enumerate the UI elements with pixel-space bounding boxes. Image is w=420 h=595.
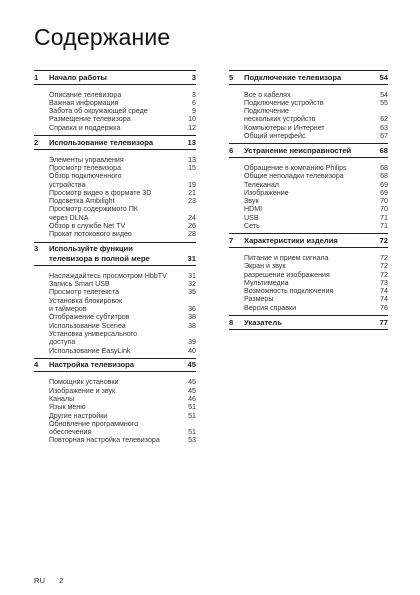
toc-entry[interactable] — [49, 272, 196, 280]
toc-section-heading[interactable] — [34, 358, 196, 373]
toc-entry[interactable] — [49, 297, 196, 314]
toc-entry-title: Запись Smart USB — [49, 280, 110, 289]
section-title: Подключение телевизора — [244, 72, 342, 82]
toc-entry-title: Размеры — [244, 295, 274, 304]
toc-entry[interactable] — [49, 313, 196, 321]
toc-entry-title: Размещение телевизора — [49, 115, 131, 124]
toc-entry-title: HDMI — [244, 205, 263, 214]
toc-entry[interactable] — [244, 222, 388, 230]
section-number: 1 — [34, 72, 39, 82]
toc-entry-page: 38 — [188, 313, 196, 322]
toc-right-column — [229, 70, 388, 330]
toc-entry-title: Общие неполадки телевизора — [244, 172, 344, 181]
toc-entry[interactable] — [244, 304, 388, 312]
section-title: Характеристики изделия — [244, 235, 338, 245]
toc-entry[interactable] — [49, 115, 196, 123]
toc-entry[interactable] — [244, 287, 388, 295]
toc-entry-title: Питание и прием сигнала — [244, 253, 329, 262]
toc-entry-page: 32 — [188, 280, 196, 289]
toc-entry-page: 68 — [380, 172, 388, 181]
toc-section — [34, 70, 196, 135]
toc-entry[interactable] — [244, 214, 388, 222]
toc-entry-list — [34, 372, 196, 447]
toc-entry-page: 54 — [380, 90, 388, 99]
toc-entry-title: Все о кабелях — [244, 90, 291, 99]
toc-entry-page: 15 — [188, 163, 196, 172]
toc-section — [229, 70, 388, 143]
toc-entry[interactable] — [49, 347, 196, 355]
toc-entry-title: Подключение устройств — [244, 98, 324, 107]
toc-entry-page: 55 — [380, 98, 388, 107]
toc-entry-title: Отображение субтитров — [49, 313, 130, 322]
toc-entry-page: 71 — [380, 213, 388, 222]
toc-entry[interactable] — [49, 124, 196, 132]
toc-section-heading[interactable] — [229, 233, 388, 248]
toc-entry-title: Установка блокировок и таймеров — [49, 296, 123, 314]
toc-entry-page: 74 — [380, 295, 388, 304]
footer-page-number: 2 — [59, 576, 64, 585]
section-title: Использование телевизора — [49, 137, 154, 147]
toc-entry[interactable] — [244, 271, 388, 279]
toc-entry-page: 70 — [380, 205, 388, 214]
toc-entry-page: 36 — [188, 305, 196, 314]
toc-entry-title: Забота об окружающей среде — [49, 107, 148, 116]
toc-entry[interactable] — [49, 288, 196, 296]
toc-entry[interactable] — [49, 164, 196, 172]
toc-entry[interactable] — [49, 378, 196, 386]
toc-entry[interactable] — [49, 172, 196, 189]
section-page-number: 13 — [187, 137, 196, 147]
toc-entry-page: 72 — [380, 253, 388, 262]
toc-entry[interactable] — [49, 230, 196, 238]
toc-entry-page: 70 — [380, 197, 388, 206]
section-number: 6 — [229, 145, 234, 155]
toc-entry-title: разрешение изображения — [244, 270, 330, 279]
section-title: Устранение неисправностей — [244, 145, 352, 155]
toc-entry-page: 10 — [188, 115, 196, 124]
toc-entry-page: 13 — [188, 155, 196, 164]
toc-entry-title: Важная информация — [49, 98, 119, 107]
toc-entry[interactable] — [49, 189, 196, 197]
toc-section-heading[interactable] — [229, 143, 388, 158]
toc-entry-title: Описание телевизора — [49, 90, 122, 99]
toc-entry[interactable] — [244, 189, 388, 197]
section-number: 4 — [34, 360, 39, 370]
toc-entry-title: Сеть — [244, 222, 260, 231]
toc-entry-title: Общий интерфейс — [244, 132, 306, 141]
toc-section — [34, 358, 196, 448]
toc-entry-page: 26 — [188, 222, 196, 231]
toc-entry-title: Установка универсального доступа — [49, 329, 138, 347]
toc-entry-page: 40 — [188, 346, 196, 355]
toc-entry-list — [34, 85, 196, 135]
toc-entry-page: 71 — [380, 222, 388, 231]
toc-entry-page: 45 — [188, 386, 196, 395]
toc-entry-page: 19 — [188, 180, 196, 189]
toc-entry[interactable] — [244, 91, 388, 99]
toc-entry-title: Обзор подключенного устройства — [49, 172, 122, 189]
page-footer — [34, 576, 75, 585]
toc-section-heading[interactable] — [229, 70, 388, 85]
toc-entry-page: 63 — [380, 123, 388, 132]
toc-entry-title: Подсветка Ambilight — [49, 197, 115, 206]
toc-entry-list — [229, 85, 388, 144]
toc-entry-title: Каналы — [49, 394, 75, 403]
toc-entry[interactable] — [49, 99, 196, 107]
toc-entry[interactable] — [244, 124, 388, 132]
toc-entry-title: Помощник установки — [49, 378, 119, 387]
toc-entry-title: Звук — [244, 197, 259, 206]
toc-entry[interactable] — [244, 132, 388, 140]
toc-entry[interactable] — [49, 222, 196, 230]
page-title: Содержание — [34, 24, 171, 50]
toc-entry[interactable] — [49, 387, 196, 395]
toc-entry-title: Просмотр телевизора — [49, 163, 122, 172]
toc-entry[interactable] — [244, 205, 388, 213]
toc-entry-page: 35 — [188, 288, 196, 297]
toc-entry-title: Компьютеры и Интернет — [244, 123, 325, 132]
toc-entry[interactable] — [244, 172, 388, 180]
section-number: 2 — [34, 137, 39, 147]
toc-entry-page: 72 — [380, 270, 388, 279]
toc-entry[interactable] — [244, 164, 388, 172]
toc-entry-page: 51 — [188, 403, 196, 412]
section-page-number: 3 — [191, 72, 196, 82]
toc-entry-title: Обращение в компанию Philips — [244, 163, 347, 172]
toc-entry-page: 39 — [188, 338, 196, 347]
toc-entry-title: Мультимедиа — [244, 278, 289, 287]
toc-entry-title: Экран и звук — [244, 262, 286, 271]
toc-entry-list — [34, 266, 196, 358]
toc-entry[interactable] — [49, 107, 196, 115]
toc-entry-page: 12 — [188, 123, 196, 132]
toc-entry-page: 6 — [192, 98, 196, 107]
toc-entry-page: 51 — [188, 428, 196, 437]
toc-entry-page: 53 — [188, 436, 196, 445]
toc-entry[interactable] — [244, 254, 388, 262]
section-title: Начало работы — [49, 72, 107, 82]
toc-section — [229, 143, 388, 233]
toc-entry[interactable] — [49, 395, 196, 403]
toc-entry-page: 38 — [188, 321, 196, 330]
toc-entry-page: 9 — [192, 107, 196, 116]
toc-entry-page: 74 — [380, 287, 388, 296]
toc-entry[interactable] — [244, 295, 388, 303]
toc-entry-page: 46 — [188, 394, 196, 403]
toc-entry-title: Элементы управления — [49, 155, 124, 164]
toc-entry[interactable] — [244, 197, 388, 205]
toc-entry-page: 24 — [188, 213, 196, 222]
toc-entry-page: 73 — [380, 278, 388, 287]
section-page-number: 68 — [379, 145, 388, 155]
toc-entry-page: 68 — [380, 163, 388, 172]
toc-entry-page: 51 — [188, 411, 196, 420]
toc-entry-title: Обзор в службе Net TV — [49, 222, 126, 231]
toc-entry-title: Прокат потокового видео — [49, 230, 132, 239]
section-page-number: 77 — [379, 317, 388, 327]
section-number: 3 — [34, 244, 39, 254]
toc-entry-title: Другие настройки — [49, 411, 108, 420]
toc-entry[interactable] — [49, 436, 196, 444]
toc-section — [34, 242, 196, 358]
section-title: Используйте функции телевизора в полной мере — [49, 244, 150, 263]
section-number: 8 — [229, 317, 234, 327]
toc-entry-list — [229, 158, 388, 233]
toc-entry-title: Телеканал — [244, 180, 279, 189]
toc-entry-page: 69 — [380, 188, 388, 197]
toc-entry-page: 21 — [188, 188, 196, 197]
toc-entry-page: 69 — [380, 180, 388, 189]
toc-entry-title: Версия справки — [244, 303, 297, 312]
toc-section-heading[interactable] — [34, 70, 196, 85]
toc-entry[interactable] — [244, 181, 388, 189]
toc-entry[interactable] — [244, 107, 388, 124]
toc-section — [229, 315, 388, 330]
toc-entry-page: 72 — [380, 262, 388, 271]
toc-entry-page: 62 — [380, 115, 388, 124]
toc-entry[interactable] — [244, 99, 388, 107]
toc-entry-title: Язык меню — [49, 403, 86, 412]
footer-language: RU — [34, 576, 45, 585]
toc-entry[interactable] — [49, 205, 196, 222]
section-page-number: 45 — [187, 360, 196, 370]
toc-entry-title: Использование EasyLink — [49, 346, 131, 355]
toc-entry[interactable] — [49, 197, 196, 205]
toc-entry-list — [229, 248, 388, 315]
toc-entry-page: 3 — [192, 90, 196, 99]
toc-entry[interactable] — [49, 280, 196, 288]
toc-entry[interactable] — [244, 279, 388, 287]
toc-entry[interactable] — [49, 412, 196, 420]
toc-entry[interactable] — [49, 91, 196, 99]
toc-entry[interactable] — [49, 156, 196, 164]
section-title: Указатель — [244, 317, 282, 327]
toc-entry-title: Обновление программного обеспечения — [49, 419, 139, 437]
toc-entry-title: USB — [244, 213, 259, 222]
toc-section — [229, 233, 388, 315]
section-page-number: 72 — [379, 235, 388, 245]
section-title: Настройка телевизора — [49, 360, 135, 370]
toc-entry-page: 45 — [188, 378, 196, 387]
toc-section — [34, 135, 196, 242]
section-number: 5 — [229, 72, 234, 82]
toc-entry-title: Просмотр телетекста — [49, 288, 120, 297]
toc-entry-title: Справка и поддержка — [49, 123, 121, 132]
toc-entry-page: 28 — [188, 230, 196, 239]
toc-entry[interactable] — [49, 330, 196, 347]
toc-entry-title: Изображение — [244, 188, 289, 197]
toc-section-heading[interactable] — [34, 135, 196, 150]
toc-entry-title: Повторная настройка телевизора — [49, 436, 160, 445]
toc-entry-title: Наслаждайтесь просмотром HbbTV — [49, 271, 167, 280]
section-number: 7 — [229, 235, 234, 245]
toc-section-heading[interactable] — [229, 315, 388, 330]
toc-entry-list — [34, 150, 196, 242]
toc-left-column — [34, 70, 196, 448]
toc-entry-page: 76 — [380, 303, 388, 312]
toc-entry[interactable] — [244, 262, 388, 270]
toc-entry-page: 31 — [188, 271, 196, 280]
section-page-number: 54 — [379, 72, 388, 82]
toc-entry-title: Подключение нескольких устройств — [244, 107, 316, 124]
toc-section-heading[interactable] — [34, 242, 196, 266]
toc-entry-title: Изображение и звук — [49, 386, 116, 395]
toc-entry-page: 67 — [380, 132, 388, 141]
toc-entry-title: Использование Scenea — [49, 321, 126, 330]
toc-entry[interactable] — [49, 322, 196, 330]
toc-entry-page: 23 — [188, 197, 196, 206]
toc-entry[interactable] — [49, 420, 196, 437]
toc-entry[interactable] — [49, 403, 196, 411]
toc-entry-title: Просмотр содержимого ПК через DLNA — [49, 205, 138, 222]
section-page-number: 31 — [187, 253, 196, 263]
toc-entry-title: Просмотр видео в формате 3D — [49, 188, 152, 197]
toc-entry-title: Возможность подключения — [244, 287, 334, 296]
